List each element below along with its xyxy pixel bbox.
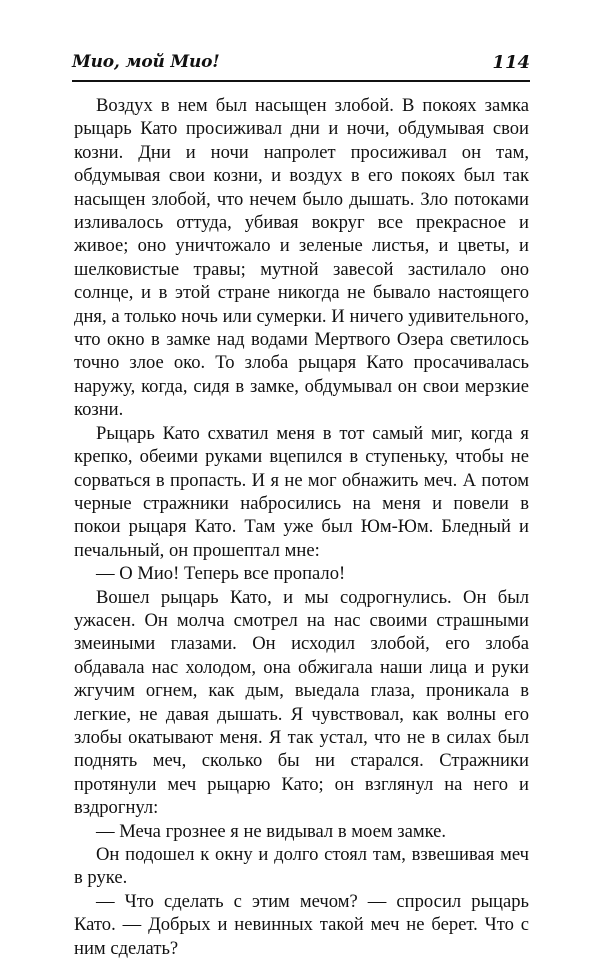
dialogue-line: — О Мио! Теперь все пропало! — [96, 563, 346, 585]
running-header — [72, 44, 530, 82]
header-rule — [72, 80, 530, 82]
paragraph: Воздух в нем был насыщен злобой. В покоях замка рыцарь Като просиживал дни и ночи, обдумывая свои козни. Дни и ночи напролет просиживал он там, обдумывая свои козни, и воздух в его покоях был так насыщен злобой, что нечем было дышать. Зло потоками изливалось оттуда, убивая вокруг все прекрасное и живое; оно уничтожало и зеленые листья, и цветы, и шелковистые травы; мутной завесой застилало оно солнце, и в этой стране никогда не бывало настоящего дня, а только ночь или сумерки. И ничего удивительного, что окно в замке над водами Мертвого Озера светилось точно злое око. То злоба рыцаря Като просачивалась наружу, когда, сидя в замке, обдумывал он свои мерзкие козни. — [74, 95, 529, 421]
paragraph: Вошел рыцарь Като, и мы содрогнулись. Он был ужасен. Он молча смотрел на нас своими страшными змеиными глазами. Он исходил злобой, его злоба обдавала нас холодом, она обжигала наши лица и руки жгучим огнем, как дым, выедала глаза, проникала в легкие, не давая дышать. Я чувствовал, как волны его злобы окатывают меня. Я так устал, что не в силах был поднять меч, сколько бы ни старался. Стражники протянули меч рыцарю Като; он взглянул на него и вздрогнул: — [74, 586, 529, 819]
body-text — [74, 94, 529, 960]
paragraph: Он подошел к окну и долго стоял там, взвешивая меч в руке. — [74, 844, 529, 889]
dialogue-line: — Что сделать с этим мечом? — спросил рыцарь Като. — Добрых и невинных такой меч не берет. Что с ним сделать? — [74, 890, 529, 959]
paragraph: Рыцарь Като схватил меня в тот самый миг, когда я крепко, обеими руками вцепился в ступеньку, чтобы не сорваться в пропасть. И я не мог обнажить меч. А потом черные стражники набросились на меня и повели в покои рыцаря Като. Там уже был Юм-Юм. Бледный и печальный, он прошептал мне: — [74, 422, 529, 561]
page-number: 114 — [492, 52, 530, 73]
book-title: Мио, мой Мио! — [72, 52, 220, 72]
dialogue-line: — Меча грознее я не видывал в моем замке. — [96, 820, 447, 842]
